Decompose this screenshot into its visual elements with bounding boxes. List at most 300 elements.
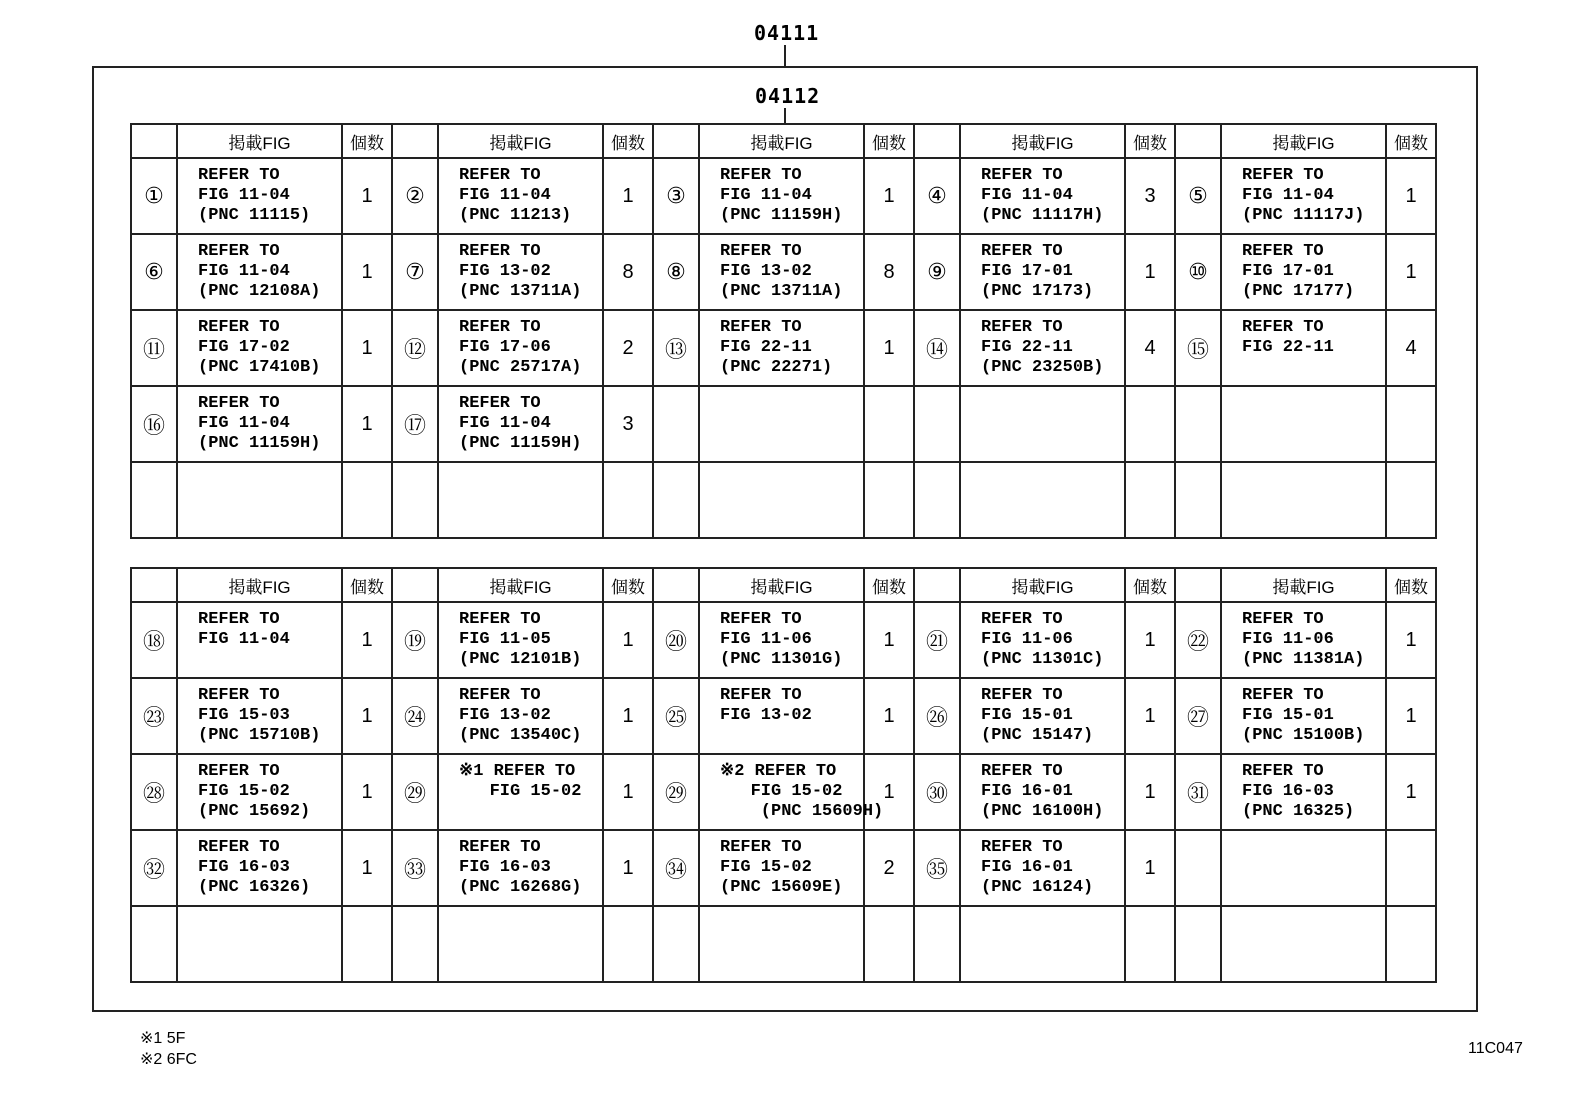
reference-line: REFER TO bbox=[459, 166, 541, 185]
reference-line: FIG 15-02 bbox=[198, 782, 290, 801]
quantity-cell bbox=[1386, 386, 1436, 462]
reference-line: REFER TO bbox=[720, 610, 802, 629]
reference-line: FIG 11-04 bbox=[459, 186, 551, 205]
quantity-cell bbox=[864, 906, 914, 982]
reference-line: FIG 13-02 bbox=[459, 262, 551, 281]
quantity-cell: 1 bbox=[1386, 678, 1436, 754]
item-number: ⑥ bbox=[131, 234, 177, 310]
reference-line: REFER TO bbox=[981, 838, 1063, 857]
reference-line: REFER TO bbox=[198, 686, 280, 705]
quantity-cell: 3 bbox=[1125, 158, 1175, 234]
quantity-cell: 1 bbox=[864, 602, 914, 678]
quantity-cell: 1 bbox=[342, 754, 392, 830]
item-number: ㉛ bbox=[1175, 754, 1221, 830]
item-number: ㉓ bbox=[131, 678, 177, 754]
header-number-cell bbox=[914, 124, 960, 158]
reference-line: (PNC 13711A) bbox=[720, 282, 843, 301]
reference-line bbox=[459, 510, 602, 530]
table-header-row bbox=[131, 124, 1436, 158]
reference-line: (PNC 11301C) bbox=[981, 650, 1104, 669]
reference-line bbox=[459, 470, 602, 490]
item-number: ④ bbox=[914, 158, 960, 234]
header-fig-cell: 掲載FIG bbox=[177, 568, 342, 602]
header-qty-cell: 個数 bbox=[864, 568, 914, 602]
item-number bbox=[392, 906, 438, 982]
fig-reference-cell bbox=[1221, 754, 1386, 830]
quantity-cell bbox=[864, 462, 914, 538]
reference-line bbox=[198, 934, 341, 954]
header-qty-cell: 個数 bbox=[342, 124, 392, 158]
reference-line: FIG 13-02 bbox=[720, 706, 812, 725]
reference-line: (PNC 16326) bbox=[198, 878, 311, 897]
reference-line: REFER TO bbox=[720, 166, 802, 185]
item-number bbox=[1175, 906, 1221, 982]
header-qty-cell: 個数 bbox=[1125, 568, 1175, 602]
quantity-cell: 1 bbox=[1125, 602, 1175, 678]
reference-line: FIG 11-04 bbox=[720, 186, 812, 205]
reference-line bbox=[981, 914, 1124, 934]
sub-assembly-leader-line bbox=[784, 108, 786, 124]
reference-line: REFER TO bbox=[459, 686, 541, 705]
fig-reference-cell bbox=[960, 234, 1125, 310]
fig-reference-cell bbox=[438, 386, 603, 462]
header-fig-cell: 掲載FIG bbox=[438, 568, 603, 602]
reference-line: REFER TO bbox=[198, 242, 280, 261]
reference-line bbox=[720, 394, 863, 414]
reference-line: (PNC 17173) bbox=[981, 282, 1094, 301]
header-fig-cell: 掲載FIG bbox=[960, 568, 1125, 602]
header-number-cell bbox=[392, 124, 438, 158]
reference-line: REFER TO bbox=[981, 318, 1063, 337]
reference-line: REFER TO bbox=[198, 394, 280, 413]
fig-reference-cell bbox=[699, 462, 864, 538]
reference-line: REFER TO bbox=[1242, 166, 1324, 185]
quantity-cell bbox=[864, 386, 914, 462]
item-number bbox=[1175, 386, 1221, 462]
quantity-cell: 1 bbox=[1386, 602, 1436, 678]
reference-line: FIG 11-04 bbox=[459, 414, 551, 433]
reference-line: (PNC 11301G) bbox=[720, 650, 843, 669]
reference-line: ※2 REFER TO bbox=[720, 762, 837, 781]
reference-line: (PNC 25717A) bbox=[459, 358, 582, 377]
header-qty-cell: 個数 bbox=[1386, 124, 1436, 158]
fig-reference-cell bbox=[1221, 462, 1386, 538]
reference-line: (PNC 15710B) bbox=[198, 726, 321, 745]
header-qty-cell: 個数 bbox=[603, 568, 653, 602]
item-number: ⑨ bbox=[914, 234, 960, 310]
item-number: ⑮ bbox=[1175, 310, 1221, 386]
header-number-cell bbox=[1175, 124, 1221, 158]
reference-line: FIG 13-02 bbox=[459, 706, 551, 725]
reference-line: FIG 22-11 bbox=[1242, 338, 1334, 357]
fig-reference-cell bbox=[699, 386, 864, 462]
reference-line bbox=[459, 914, 602, 934]
fig-reference-cell bbox=[177, 830, 342, 906]
item-number bbox=[1175, 830, 1221, 906]
reference-line: REFER TO bbox=[198, 610, 280, 629]
header-fig-cell: 掲載FIG bbox=[699, 568, 864, 602]
table-row bbox=[131, 678, 1436, 754]
item-number: ㉚ bbox=[914, 754, 960, 830]
reference-line bbox=[1242, 434, 1385, 454]
reference-line: (PNC 16124) bbox=[981, 878, 1094, 897]
fig-reference-cell bbox=[699, 158, 864, 234]
reference-line bbox=[1242, 954, 1385, 974]
reference-line: FIG 22-11 bbox=[720, 338, 812, 357]
quantity-cell: 1 bbox=[342, 602, 392, 678]
reference-line: (PNC 16325) bbox=[1242, 802, 1355, 821]
quantity-cell: 1 bbox=[342, 830, 392, 906]
reference-line: FIG 11-04 bbox=[198, 630, 290, 649]
table-row bbox=[131, 462, 1436, 538]
reference-line bbox=[198, 914, 341, 934]
quantity-cell: 1 bbox=[342, 678, 392, 754]
reference-line bbox=[720, 510, 863, 530]
fig-reference-cell bbox=[960, 462, 1125, 538]
item-number: ㉖ bbox=[914, 678, 960, 754]
quantity-cell bbox=[1386, 462, 1436, 538]
reference-line bbox=[720, 470, 863, 490]
table-row bbox=[131, 906, 1436, 982]
quantity-cell bbox=[1125, 462, 1175, 538]
reference-line: (PNC 23250B) bbox=[981, 358, 1104, 377]
reference-line: (PNC 15100B) bbox=[1242, 726, 1365, 745]
reference-line bbox=[1242, 858, 1385, 878]
item-number: ② bbox=[392, 158, 438, 234]
parts-reference-table-2 bbox=[130, 567, 1437, 983]
reference-line: (PNC 12108A) bbox=[198, 282, 321, 301]
quantity-cell: 1 bbox=[864, 158, 914, 234]
header-number-cell bbox=[131, 124, 177, 158]
reference-line: REFER TO bbox=[981, 610, 1063, 629]
quantity-cell: 1 bbox=[864, 754, 914, 830]
fig-reference-cell bbox=[177, 602, 342, 678]
header-number-cell bbox=[653, 124, 699, 158]
item-number: ⑳ bbox=[653, 602, 699, 678]
footnote-2: ※2 6FC bbox=[140, 1051, 197, 1068]
reference-line: (PNC 11117H) bbox=[981, 206, 1104, 225]
footnote-1: ※1 5F bbox=[140, 1030, 186, 1047]
reference-line: REFER TO bbox=[198, 838, 280, 857]
fig-reference-cell bbox=[438, 678, 603, 754]
fig-reference-cell bbox=[960, 830, 1125, 906]
quantity-cell: 1 bbox=[603, 754, 653, 830]
header-qty-cell: 個数 bbox=[1125, 124, 1175, 158]
reference-line: REFER TO bbox=[1242, 762, 1324, 781]
reference-line bbox=[1242, 358, 1385, 378]
item-number: ㉕ bbox=[653, 678, 699, 754]
item-number: ㉟ bbox=[914, 830, 960, 906]
item-number: ⑭ bbox=[914, 310, 960, 386]
item-number bbox=[653, 906, 699, 982]
reference-line: (PNC 11381A) bbox=[1242, 650, 1365, 669]
reference-line: FIG 11-04 bbox=[198, 262, 290, 281]
reference-line bbox=[720, 490, 863, 510]
quantity-cell: 1 bbox=[342, 158, 392, 234]
reference-line: FIG 11-04 bbox=[198, 186, 290, 205]
quantity-cell bbox=[1125, 906, 1175, 982]
reference-line: REFER TO bbox=[1242, 610, 1324, 629]
fig-reference-cell bbox=[699, 906, 864, 982]
table-row bbox=[131, 830, 1436, 906]
header-qty-cell: 個数 bbox=[342, 568, 392, 602]
reference-line: FIG 11-06 bbox=[720, 630, 812, 649]
fig-reference-cell bbox=[177, 386, 342, 462]
reference-line: FIG 16-03 bbox=[459, 858, 551, 877]
reference-line bbox=[981, 394, 1124, 414]
fig-reference-cell bbox=[1221, 602, 1386, 678]
header-qty-cell: 個数 bbox=[864, 124, 914, 158]
fig-reference-cell bbox=[1221, 234, 1386, 310]
reference-line: FIG 11-06 bbox=[1242, 630, 1334, 649]
reference-line: (PNC 11213) bbox=[459, 206, 572, 225]
fig-reference-cell bbox=[1221, 906, 1386, 982]
item-number: ① bbox=[131, 158, 177, 234]
item-number bbox=[1175, 462, 1221, 538]
fig-reference-cell bbox=[699, 678, 864, 754]
reference-line: (PNC 11115) bbox=[198, 206, 311, 225]
reference-line: FIG 15-01 bbox=[981, 706, 1073, 725]
item-number: ⑪ bbox=[131, 310, 177, 386]
item-number: ㉝ bbox=[392, 830, 438, 906]
fig-reference-cell bbox=[177, 462, 342, 538]
reference-line: REFER TO bbox=[459, 394, 541, 413]
quantity-cell: 1 bbox=[342, 386, 392, 462]
reference-line: REFER TO bbox=[720, 242, 802, 261]
fig-reference-cell bbox=[1221, 386, 1386, 462]
reference-line: (PNC 11159H) bbox=[198, 434, 321, 453]
header-number-cell bbox=[131, 568, 177, 602]
fig-reference-cell bbox=[699, 602, 864, 678]
reference-line bbox=[981, 954, 1124, 974]
quantity-cell: 1 bbox=[1386, 754, 1436, 830]
reference-line: FIG 11-05 bbox=[459, 630, 551, 649]
item-number: ㉘ bbox=[131, 754, 177, 830]
reference-line: (PNC 11117J) bbox=[1242, 206, 1365, 225]
fig-reference-cell bbox=[438, 906, 603, 982]
item-number bbox=[392, 462, 438, 538]
quantity-cell: 1 bbox=[603, 158, 653, 234]
reference-line: (PNC 13711A) bbox=[459, 282, 582, 301]
item-number: ㉔ bbox=[392, 678, 438, 754]
reference-line: (PNC 15609E) bbox=[720, 878, 843, 897]
reference-line: (PNC 22271) bbox=[720, 358, 833, 377]
reference-line: REFER TO bbox=[459, 610, 541, 629]
reference-line bbox=[720, 434, 863, 454]
quantity-cell: 1 bbox=[1125, 754, 1175, 830]
reference-line: REFER TO bbox=[981, 686, 1063, 705]
quantity-cell: 1 bbox=[864, 310, 914, 386]
reference-line bbox=[981, 490, 1124, 510]
reference-line bbox=[198, 650, 341, 670]
reference-line: REFER TO bbox=[198, 762, 280, 781]
fig-reference-cell bbox=[699, 830, 864, 906]
quantity-cell: 1 bbox=[1125, 830, 1175, 906]
item-number: ⑫ bbox=[392, 310, 438, 386]
reference-line: FIG 16-03 bbox=[198, 858, 290, 877]
table-header-row bbox=[131, 568, 1436, 602]
reference-line: FIG 16-03 bbox=[1242, 782, 1334, 801]
item-number bbox=[131, 906, 177, 982]
item-number bbox=[131, 462, 177, 538]
reference-line: REFER TO bbox=[198, 166, 280, 185]
item-number: ㉜ bbox=[131, 830, 177, 906]
fig-reference-cell bbox=[960, 602, 1125, 678]
reference-line: FIG 11-04 bbox=[1242, 186, 1334, 205]
reference-line bbox=[1242, 394, 1385, 414]
reference-line: REFER TO bbox=[720, 686, 802, 705]
reference-line: REFER TO bbox=[981, 242, 1063, 261]
reference-line: REFER TO bbox=[459, 318, 541, 337]
reference-line bbox=[198, 490, 341, 510]
item-number: ㉙ bbox=[392, 754, 438, 830]
header-fig-cell: 掲載FIG bbox=[438, 124, 603, 158]
table-1-body bbox=[131, 158, 1436, 538]
fig-reference-cell bbox=[177, 234, 342, 310]
item-number: ㉙ bbox=[653, 754, 699, 830]
parts-reference-table-1 bbox=[130, 123, 1437, 539]
reference-line: FIG 11-04 bbox=[981, 186, 1073, 205]
fig-reference-cell bbox=[438, 310, 603, 386]
reference-line: (PNC 15692) bbox=[198, 802, 311, 821]
reference-line: FIG 11-04 bbox=[198, 414, 290, 433]
figure-code: 11C047 bbox=[1468, 1040, 1523, 1057]
quantity-cell: 4 bbox=[1125, 310, 1175, 386]
item-number: ⑲ bbox=[392, 602, 438, 678]
item-number: ⑱ bbox=[131, 602, 177, 678]
reference-line: REFER TO bbox=[1242, 242, 1324, 261]
quantity-cell: 2 bbox=[603, 310, 653, 386]
item-number: ⑬ bbox=[653, 310, 699, 386]
reference-line bbox=[981, 434, 1124, 454]
fig-reference-cell bbox=[1221, 310, 1386, 386]
reference-line: FIG 15-03 bbox=[198, 706, 290, 725]
reference-line bbox=[1242, 510, 1385, 530]
quantity-cell: 1 bbox=[603, 830, 653, 906]
reference-line: FIG 17-01 bbox=[981, 262, 1073, 281]
reference-line bbox=[1242, 838, 1385, 858]
fig-reference-cell bbox=[1221, 678, 1386, 754]
quantity-cell bbox=[342, 906, 392, 982]
reference-line: (PNC 15609H) bbox=[720, 802, 884, 821]
header-fig-cell: 掲載FIG bbox=[699, 124, 864, 158]
header-fig-cell: 掲載FIG bbox=[177, 124, 342, 158]
header-fig-cell: 掲載FIG bbox=[1221, 124, 1386, 158]
item-number: ⑰ bbox=[392, 386, 438, 462]
quantity-cell bbox=[1125, 386, 1175, 462]
fig-reference-cell bbox=[177, 906, 342, 982]
reference-line: REFER TO bbox=[1242, 686, 1324, 705]
reference-line: REFER TO bbox=[981, 762, 1063, 781]
quantity-cell: 8 bbox=[603, 234, 653, 310]
fig-reference-cell bbox=[438, 830, 603, 906]
item-number: ㉑ bbox=[914, 602, 960, 678]
quantity-cell: 1 bbox=[342, 234, 392, 310]
assembly-number-label: 04111 bbox=[754, 21, 820, 45]
reference-line: REFER TO bbox=[720, 838, 802, 857]
header-fig-cell: 掲載FIG bbox=[1221, 568, 1386, 602]
item-number: ③ bbox=[653, 158, 699, 234]
quantity-cell: 1 bbox=[1386, 158, 1436, 234]
quantity-cell bbox=[603, 906, 653, 982]
reference-line bbox=[459, 802, 602, 822]
reference-line: (PNC 16100H) bbox=[981, 802, 1104, 821]
reference-line: FIG 17-02 bbox=[198, 338, 290, 357]
item-number bbox=[653, 462, 699, 538]
reference-line: (PNC 16268G) bbox=[459, 878, 582, 897]
reference-line bbox=[981, 414, 1124, 434]
item-number bbox=[914, 906, 960, 982]
quantity-cell: 1 bbox=[603, 602, 653, 678]
reference-line bbox=[459, 490, 602, 510]
fig-reference-cell bbox=[177, 310, 342, 386]
fig-reference-cell bbox=[960, 386, 1125, 462]
header-fig-cell: 掲載FIG bbox=[960, 124, 1125, 158]
reference-line bbox=[1242, 878, 1385, 898]
reference-line: REFER TO bbox=[198, 318, 280, 337]
reference-line bbox=[720, 914, 863, 934]
quantity-cell: 3 bbox=[603, 386, 653, 462]
header-qty-cell: 個数 bbox=[1386, 568, 1436, 602]
fig-reference-cell bbox=[699, 234, 864, 310]
item-number bbox=[653, 386, 699, 462]
table-row bbox=[131, 234, 1436, 310]
fig-reference-cell bbox=[1221, 158, 1386, 234]
item-number: ⑤ bbox=[1175, 158, 1221, 234]
item-number: ⑦ bbox=[392, 234, 438, 310]
item-number: ㉞ bbox=[653, 830, 699, 906]
reference-line bbox=[720, 414, 863, 434]
reference-line: FIG 15-02 bbox=[459, 782, 582, 801]
fig-reference-cell bbox=[960, 906, 1125, 982]
reference-line: (PNC 11159H) bbox=[459, 434, 582, 453]
fig-reference-cell bbox=[699, 754, 884, 830]
reference-line bbox=[459, 954, 602, 974]
reference-line bbox=[981, 934, 1124, 954]
reference-line bbox=[720, 934, 863, 954]
reference-line bbox=[198, 510, 341, 530]
reference-line bbox=[1242, 934, 1385, 954]
reference-line bbox=[720, 726, 863, 746]
reference-line: FIG 15-02 bbox=[720, 858, 812, 877]
reference-line: REFER TO bbox=[981, 166, 1063, 185]
reference-line: (PNC 15147) bbox=[981, 726, 1094, 745]
reference-line: (PNC 17410B) bbox=[198, 358, 321, 377]
quantity-cell: 1 bbox=[864, 678, 914, 754]
reference-line bbox=[459, 934, 602, 954]
header-number-cell bbox=[1175, 568, 1221, 602]
reference-line: REFER TO bbox=[459, 242, 541, 261]
quantity-cell bbox=[1386, 830, 1436, 906]
table-row bbox=[131, 386, 1436, 462]
fig-reference-cell bbox=[438, 602, 603, 678]
reference-line: REFER TO bbox=[459, 838, 541, 857]
fig-reference-cell bbox=[960, 158, 1125, 234]
reference-line: FIG 15-01 bbox=[1242, 706, 1334, 725]
item-number: ⑯ bbox=[131, 386, 177, 462]
table-row bbox=[131, 158, 1436, 234]
fig-reference-cell bbox=[438, 234, 603, 310]
reference-line bbox=[1242, 490, 1385, 510]
quantity-cell: 1 bbox=[342, 310, 392, 386]
table-row bbox=[131, 602, 1436, 678]
reference-line: REFER TO bbox=[720, 318, 802, 337]
reference-line: FIG 22-11 bbox=[981, 338, 1073, 357]
header-number-cell bbox=[914, 568, 960, 602]
header-number-cell bbox=[392, 568, 438, 602]
quantity-cell bbox=[603, 462, 653, 538]
reference-line: (PNC 12101B) bbox=[459, 650, 582, 669]
